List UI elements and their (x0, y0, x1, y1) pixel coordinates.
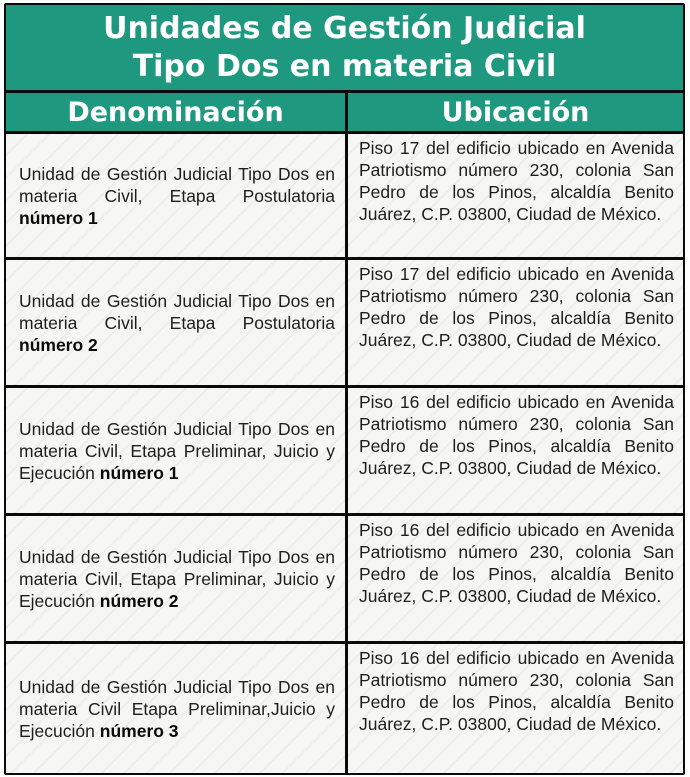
ubicacion-text: Piso 16 del edificio ubicado en Avenida Patriotismo número 230, colonia San Pedro de los Pinos, alcaldía Benito Juárez, C.P. 03800, Ciudad de México. (359, 520, 674, 606)
cell-ubicacion (348, 388, 683, 513)
cell-ubicacion (348, 134, 683, 257)
numero-label: número 1 (99, 462, 179, 483)
cell-denominacion (6, 516, 345, 641)
denominacion-text (19, 676, 335, 742)
title-line-1: Unidades de Gestión Judicial (103, 11, 586, 46)
numero-label: número 1 (19, 207, 98, 228)
denominacion-text (19, 418, 335, 484)
denominacion-text (19, 163, 335, 229)
title-line-2: Tipo Dos en materia Civil (132, 49, 557, 84)
column-header-denominacion: Denominación (6, 93, 345, 131)
cell-ubicacion (348, 260, 683, 385)
denominacion-label: Unidad de Gestión Judicial Tipo Dos en materia Civil, Etapa Postulatoria (19, 290, 335, 333)
denominacion-text (19, 546, 335, 612)
ubicacion-text: Piso 17 del edificio ubicado en Avenida Patriotismo número 230, colonia San Pedro de los Pinos, alcaldía Benito Juárez, C.P. 03800, Ciudad de México. (359, 264, 674, 350)
numero-label: número 2 (99, 590, 179, 611)
table-title (6, 5, 683, 90)
ubicacion-text: Piso 16 del edificio ubicado en Avenida Patriotismo número 230, colonia San Pedro de los Pinos, alcaldía Benito Juárez, C.P. 03800, Ciudad de México. (359, 648, 674, 734)
numero-label: número 3 (99, 720, 179, 741)
denominacion-label: Unidad de Gestión Judicial Tipo Dos en materia Civil, Etapa Preliminar, Juicio y Ejecución (19, 546, 335, 611)
cell-ubicacion (348, 516, 683, 641)
ubicacion-text: Piso 16 del edificio ubicado en Avenida Patriotismo número 230, colonia San Pedro de los Pinos, alcaldía Benito Juárez, C.P. 03800, Ciudad de México. (359, 392, 674, 478)
ubicacion-text: Piso 17 del edificio ubicado en Avenida Patriotismo número 230, colonia San Pedro de los Pinos, alcaldía Benito Juárez, C.P. 03800, Ciudad de México. (359, 138, 674, 224)
cell-denominacion (6, 388, 345, 513)
cell-denominacion (6, 644, 345, 773)
denominacion-label: Unidad de Gestión Judicial Tipo Dos en materia Civil, Etapa Postulatoria (19, 163, 335, 206)
table-frame (4, 3, 685, 775)
numero-label: número 2 (19, 334, 98, 355)
denominacion-label: Unidad de Gestión Judicial Tipo Dos en materia Civil Etapa Preliminar,Juicio y Ejecución (19, 676, 335, 741)
denominacion-label: Unidad de Gestión Judicial Tipo Dos en materia Civil, Etapa Preliminar, Juicio y Ejecución (19, 418, 335, 483)
cell-denominacion (6, 134, 345, 257)
cell-ubicacion (348, 644, 683, 773)
denominacion-text (19, 290, 335, 356)
column-header-ubicacion: Ubicación (348, 93, 683, 131)
cell-denominacion (6, 260, 345, 385)
